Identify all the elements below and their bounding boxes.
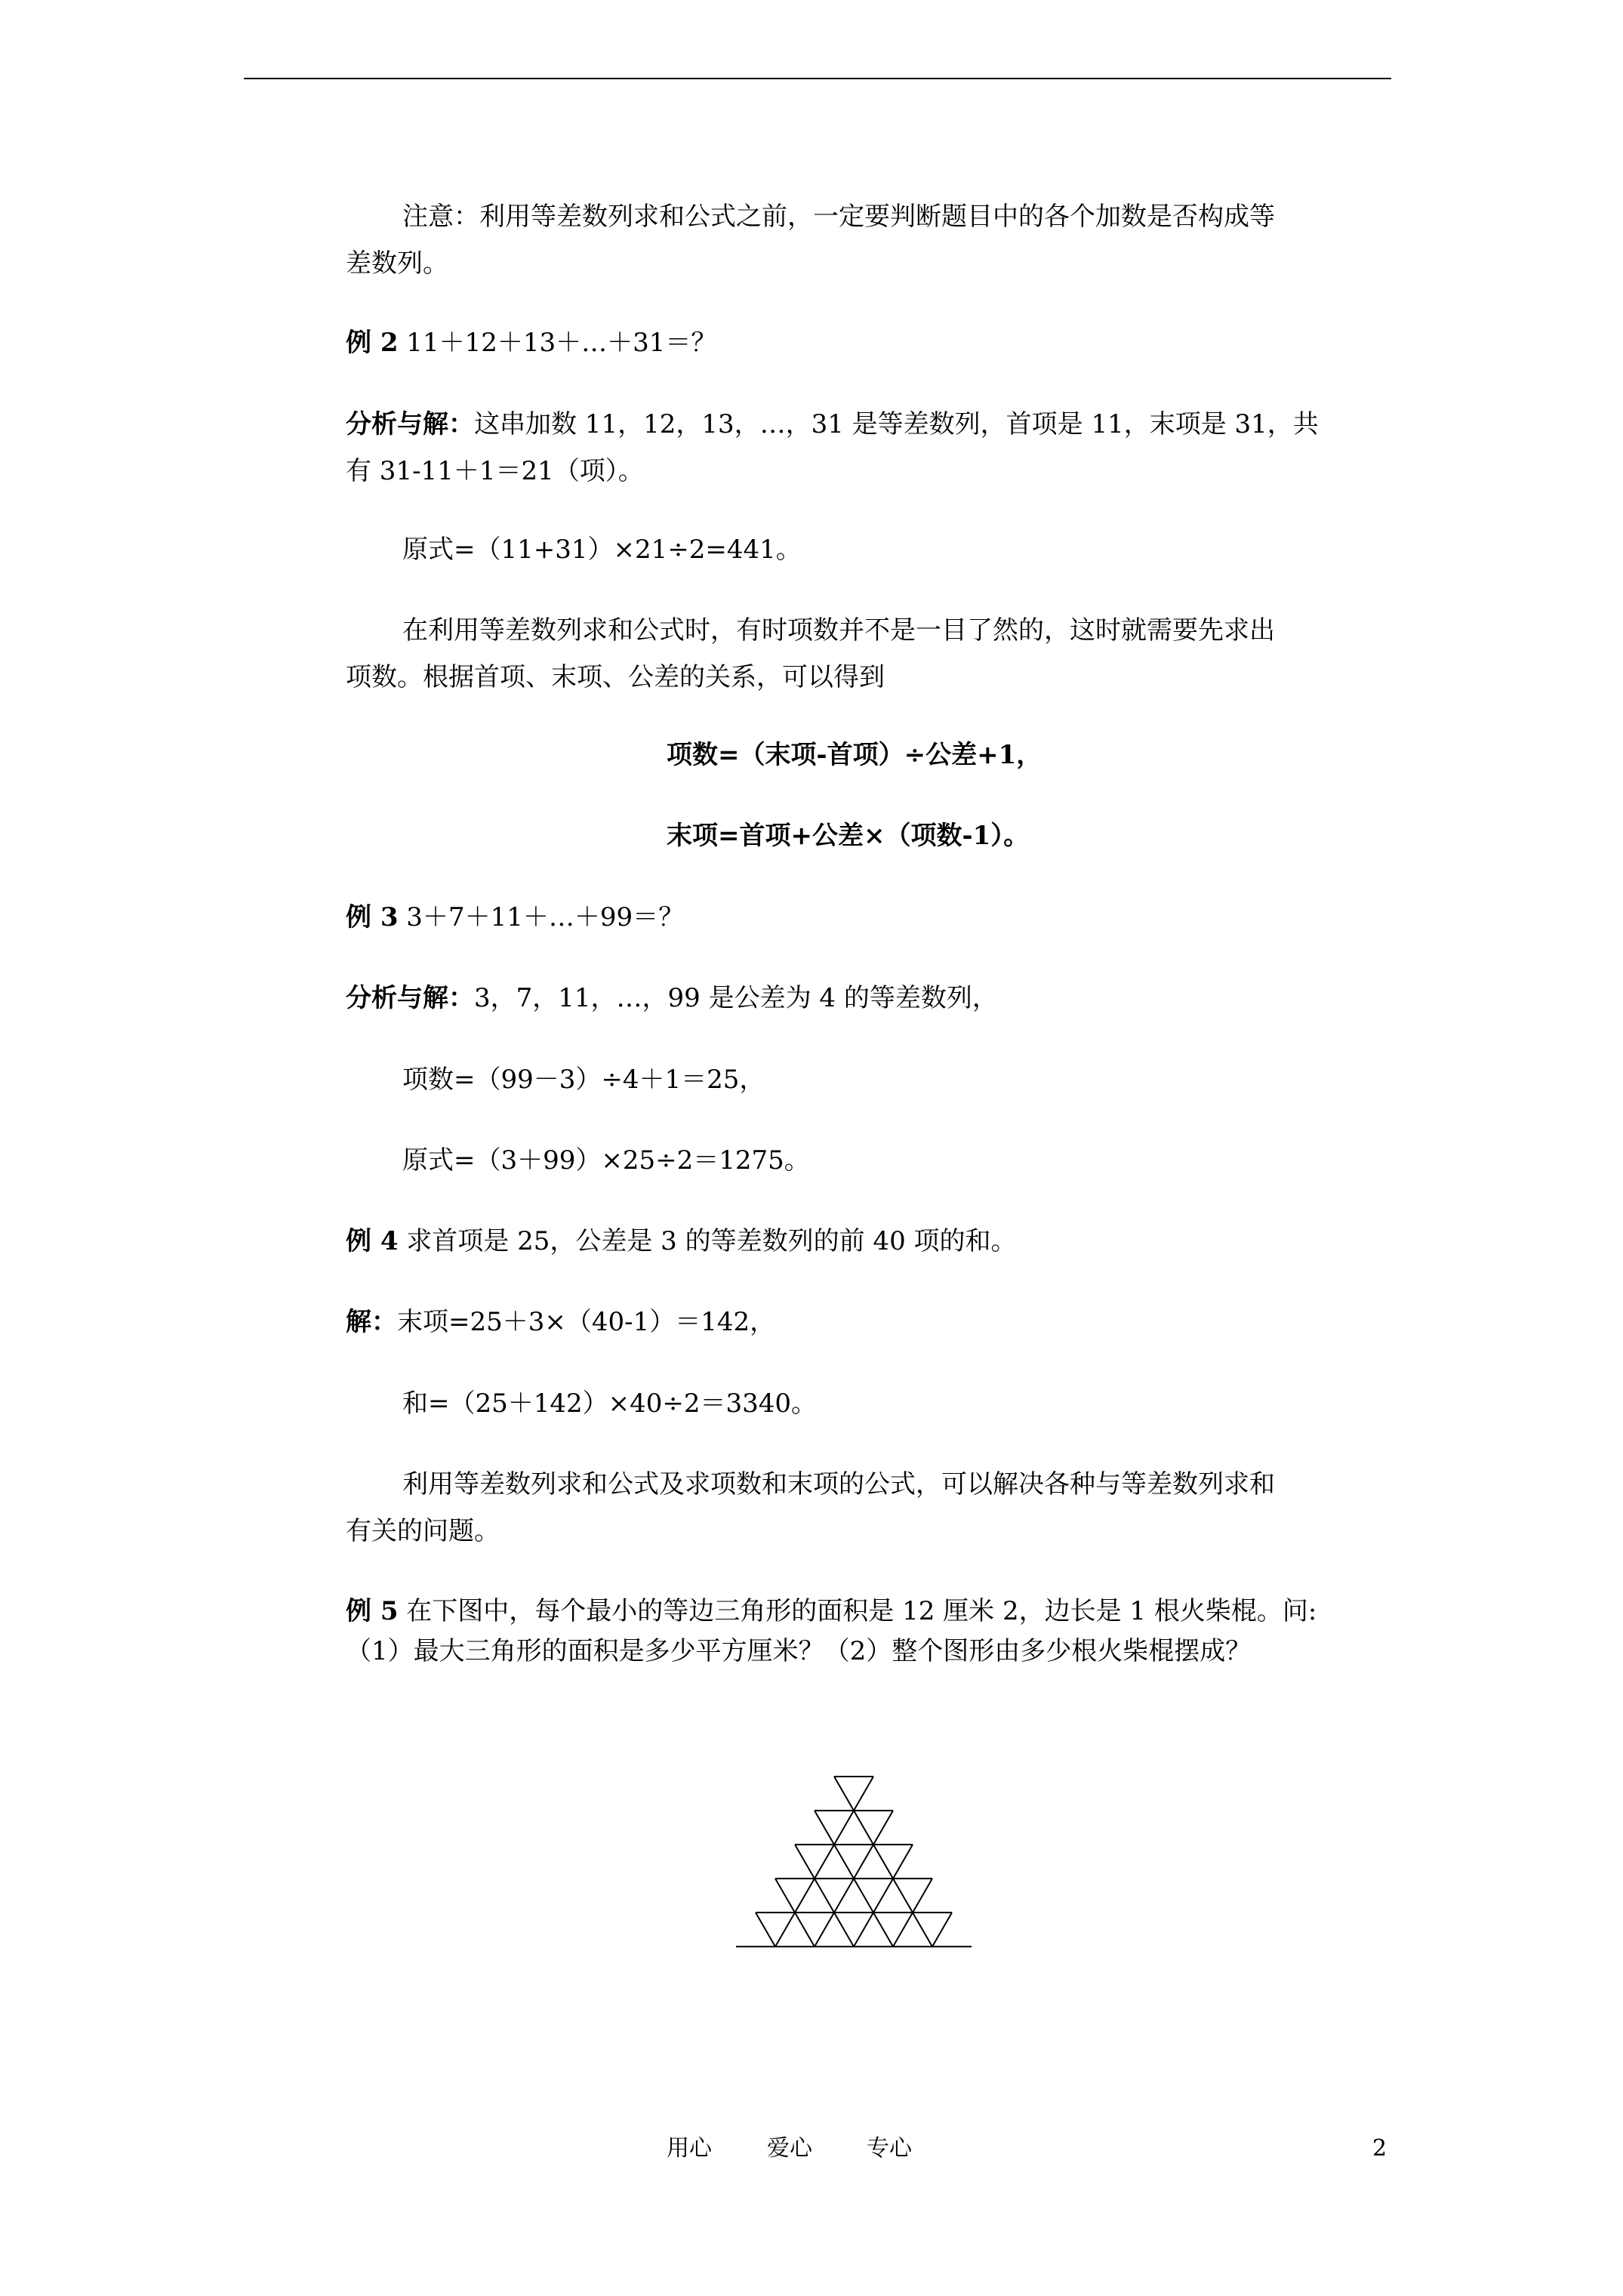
apply-paragraph-line-1: 利用等差数列求和公式及求项数和末项的公式，可以解决各种与等差数列求和: [402, 1469, 1275, 1499]
apply-paragraph-line-2: 有关的问题。: [346, 1516, 500, 1546]
note-line-2: 差数列。: [346, 248, 448, 279]
matchstick-triangle-figure: [732, 1737, 981, 1989]
triangle-grid: [732, 1737, 981, 1986]
example-2-formula: 原式=（11+31）×21÷2=441。: [402, 535, 802, 565]
terms-paragraph-line-2: 项数。根据首项、末项、公差的关系，可以得到: [346, 662, 885, 692]
example-5-line-2: （1）最大三角形的面积是多少平方厘米？（2）整个图形由多少根火柴棍摆成？: [346, 1636, 1252, 1666]
example-2-label: 例 2: [346, 328, 399, 358]
example-3: [346, 901, 684, 934]
footer-word-1: 用心: [667, 2135, 712, 2162]
solution-text: 末项=25＋3×（40-1）＝142，: [397, 1307, 776, 1337]
example-2-solution-line-1: [346, 408, 1319, 441]
grid-diagonal-line: [756, 1912, 775, 1946]
example-3-text: 3＋7＋11＋…＋99＝？: [398, 902, 685, 932]
note-line-1: 注意：利用等差数列求和公式之前，一定要判断题目中的各个加数是否构成等: [402, 202, 1275, 232]
grid-diagonal-line: [795, 1845, 854, 1946]
page-number: 2: [1372, 2135, 1387, 2162]
example-3-term-count: 项数=（99－3）÷4＋1＝25，: [402, 1065, 765, 1095]
header-rule: [244, 78, 1391, 79]
example-4-solution: [346, 1305, 775, 1339]
formula-last-term: 末项=首项+公差×（项数-1）。: [667, 821, 1030, 851]
solution-text: 3，7，11，…，99 是公差为 4 的等差数列，: [474, 983, 998, 1013]
example-5-line-1: [346, 1595, 1317, 1628]
example-2-solution-line-2: 有 31-11＋1＝21（项）。: [346, 456, 644, 486]
example-3-label: 例 3: [346, 902, 399, 932]
grid-diagonal-line: [834, 1777, 932, 1946]
example-5-label: 例 5: [346, 1596, 399, 1626]
example-3-sum: 原式=（3＋99）×25÷2＝1275。: [402, 1145, 810, 1176]
example-4-text: 求首项是 25，公差是 3 的等差数列的前 40 项的和。: [398, 1226, 1017, 1256]
formula-term-count: 项数=（末项-首项）÷公差+1，: [667, 740, 1042, 770]
terms-paragraph-line-1: 在利用等差数列求和公式时，有时项数并不是一目了然的，这时就需要先求出: [402, 615, 1275, 646]
solution-label: 分析与解：: [346, 983, 474, 1013]
example-2: [346, 326, 716, 359]
solution-text: 这串加数 11，12，13，…，31 是等差数列，首项是 11，末项是 31，共: [474, 409, 1319, 439]
example-4-label: 例 4: [346, 1226, 399, 1256]
grid-diagonal-line: [775, 1777, 873, 1946]
solution-label: 解：: [346, 1307, 397, 1337]
footer-word-2: 爱心: [767, 2135, 812, 2162]
grid-diagonal-line: [932, 1912, 952, 1946]
example-3-solution: [346, 982, 998, 1015]
example-2-text: 11＋12＋13＋…＋31＝？: [398, 328, 717, 358]
footer-word-3: 专心: [867, 2135, 912, 2162]
solution-label: 分析与解：: [346, 409, 474, 439]
example-5-text: 在下图中，每个最小的等边三角形的面积是 12 厘米 2，边长是 1 根火柴棍。问:: [398, 1596, 1317, 1626]
example-4-sum: 和=（25＋142）×40÷2＝3340。: [402, 1388, 818, 1419]
example-4: [346, 1225, 1017, 1258]
grid-diagonal-line: [854, 1845, 913, 1946]
